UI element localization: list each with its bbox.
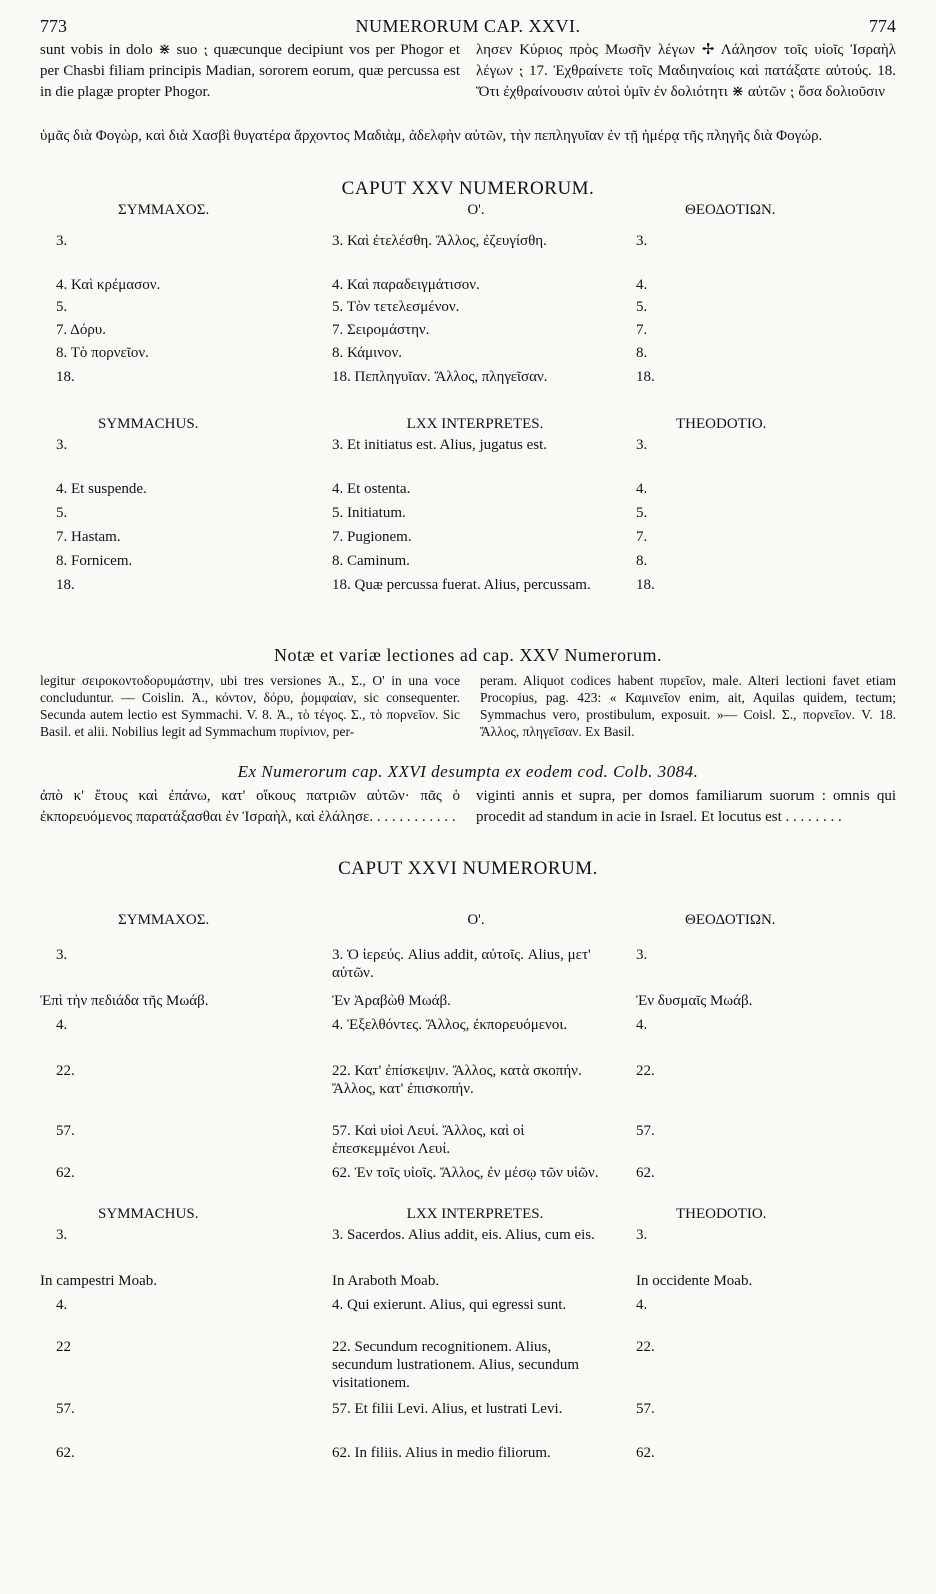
cap26-latin-headers: [40, 1206, 896, 1228]
lxx-cell: 3. Καὶ ἐτελέσθη. Ἄλλος, ἐζευγίσθη.: [332, 233, 547, 249]
lxx-cell: 57. Et filii Levi. Alius, et lustrati Levi.: [332, 1401, 563, 1417]
symmachus-cell: 3.: [56, 1227, 68, 1243]
header-lxx-latin: LXX INTERPRETES.: [406, 1206, 544, 1222]
theodotio-cell: 22.: [636, 1339, 655, 1355]
lxx-cell: 5. Initiatum.: [332, 505, 406, 521]
theodotion-cell: 18.: [636, 369, 655, 385]
running-header: [40, 16, 896, 40]
theodotion-cell: 5.: [636, 299, 648, 315]
symmachus-cell: 22.: [56, 1063, 75, 1079]
lxx-cell: 62. In filiis. Alius in medio filiorum.: [332, 1445, 551, 1461]
lxx-cell: 3. Et initiatus est. Alius, jugatus est.: [332, 437, 547, 453]
intro-latin: sunt vobis in dolo ⋇ suo ⁏ quæcunque decipiunt vos per Phogor et per Chasbi filiam principis Madian, sororem eorum, quæ percussa est in die plagæ propter Phogor.: [40, 42, 460, 100]
cap25-title: CAPUT XXV NUMERORUM.: [341, 178, 595, 199]
symmachus-cell: 4. Et suspende.: [56, 481, 147, 497]
lxx-cell: 8. Caminum.: [332, 553, 410, 569]
page-number-left: 773: [40, 16, 67, 36]
symmachus-cell: In campestri Moab.: [40, 1273, 158, 1289]
symmachus-cell: 22: [56, 1339, 71, 1355]
symmachus-cell: 5.: [56, 505, 68, 521]
running-title: NUMERORUM CAP. XXVI.: [355, 16, 581, 36]
lxx-cell: Ἐν Ἀραβὼθ Μωάβ.: [332, 993, 451, 1009]
theodotio-cell: 57.: [636, 1401, 655, 1417]
symmachus-cell: 4.: [56, 1297, 68, 1313]
theodotio-cell: In occidente Moab.: [636, 1273, 753, 1289]
theodotion-cell: 62.: [636, 1165, 655, 1181]
lxx-cell: 57. Καὶ υἱοὶ Λευί. Ἄλλος, καὶ οἱ ἐπεσκεμμένοι Λευί.: [332, 1123, 525, 1157]
notes-left: legitur σειροκοντοδορυμάστην, ubi tres versiones Ἀ., Σ., Ο' in una voce concluduntur. — Coislin. Ἀ., κόντον, δόρυ, ῥομφαίαν, sic consequenter. Secunda autem lectio est Symmachi. V. 8. Ἀ., τὸ τέγος. Σ., τὸ πορνεῖον. Sic Basil. et alii. Nobilius legit ad Symmachum πυρίνιον, per-: [40, 673, 460, 739]
lxx-cell: 7. Pugionem.: [332, 529, 412, 545]
lxx-cell: 4. Καὶ παραδειγμάτισον.: [332, 277, 480, 293]
symmachus-cell: 3.: [56, 947, 68, 963]
cap26-greek-headers: [40, 912, 896, 934]
symmachus-cell: 18.: [56, 369, 75, 385]
header-symmachus-latin: SYMMACHUS.: [98, 416, 199, 432]
cap26-title: CAPUT XXVI NUMERORUM.: [338, 858, 598, 879]
theodotio-cell: 3.: [636, 1227, 648, 1243]
theodotio-cell: 4.: [636, 1297, 648, 1313]
theodotio-cell: 18.: [636, 577, 655, 593]
intro-greek-continuation: ὑμᾶς διὰ Φογὼρ, καὶ διὰ Χασβὶ θυγατέρα ἄρχοντος Μαδιὰμ, ἀδελφὴν αὐτῶν, τὴν πεπληγυῖαν ἐν τῇ ἡμέρᾳ τῆς πληγῆς διὰ Φογώρ.: [40, 128, 823, 144]
symmachus-cell: Ἐπὶ τὴν πεδιάδα τῆς Μωάβ.: [40, 993, 209, 1009]
symmachus-cell: 8. Τὸ πορνεῖον.: [56, 345, 149, 361]
lxx-cell: 4. Ἐξελθόντες. Ἄλλος, ἐκπορευόμενοι.: [332, 1017, 568, 1033]
excerpt-columns: [40, 786, 896, 852]
cap25-greek-headers: [40, 202, 896, 224]
theodotio-cell: 62.: [636, 1445, 655, 1461]
symmachus-cell: 7. Hastam.: [56, 529, 121, 545]
header-theodotio-latin: THEODOTIO.: [676, 416, 767, 432]
lxx-cell: 8. Κάμινον.: [332, 345, 403, 361]
symmachus-cell: 3.: [56, 437, 68, 453]
header-theodotion-greek: ΘΕΟΔΟΤΙΩΝ.: [685, 912, 776, 928]
header-lxx-latin: LXX INTERPRETES.: [406, 416, 544, 432]
theodotio-cell: 3.: [636, 437, 648, 453]
header-theodotion-greek: ΘΕΟΔΟΤΙΩΝ.: [685, 202, 776, 218]
theodotion-cell: 57.: [636, 1123, 655, 1139]
symmachus-cell: 4.: [56, 1017, 68, 1033]
symmachus-cell: 4. Καὶ κρέμασον.: [56, 277, 161, 293]
lxx-cell: 4. Et ostenta.: [332, 481, 411, 497]
symmachus-cell: 5.: [56, 299, 68, 315]
notes-right: peram. Aliquot codices habent πυρεῖον, male. Alteri lectioni favet etiam Procopius, pag. 423: « Καμινεῖον enim, ait, Aquilas quidem, tectum; Symmachus vero, prostibulum, exposuit. »— Coisl. Σ., πορνεῖον. V. 18. Ἄλλος, πληγεῖσαν. Ex Basil.: [480, 673, 896, 739]
lxx-cell: In Araboth Moab.: [332, 1273, 440, 1289]
lxx-cell: 5. Τὸν τετελεσμένον.: [332, 299, 460, 315]
symmachus-cell: 7. Δόρυ.: [56, 322, 106, 338]
header-lxx-greek: Ο'.: [467, 202, 485, 218]
cap25-notes: [40, 672, 896, 756]
lxx-cell: 62. Ἐν τοῖς υἱοῖς. Ἄλλος, ἐν μέσῳ τῶν υἱῶν.: [332, 1165, 599, 1181]
excerpt-latin: viginti annis et supra, per domos familiarum suorum : omnis qui procedit ad standum in acie in Israel. Et locutus est . . . . . . . .: [476, 788, 896, 825]
intro-greek: λησεν Κύριος πρὸς Μωσῆν λέγων ✢ Λάλησον τοῖς υἱοῖς Ἰσραὴλ λέγων ⁏ 17. Ἐχθραίνετε τοῖς Μαδιηναίοις καὶ πατάξατε αὐτούς. 18. Ὅτι ἐχθραίνουσιν αὐτοὶ ὑμῖν ἐν δολιότητι ⋇ αὐτῶν ⁏ ὅσα δολιοῦσιν: [476, 42, 896, 100]
theodotion-cell: 3.: [636, 947, 648, 963]
excerpt-greek: ἀπὸ κ' ἔτους καὶ ἐπάνω, κατ' οἴκους πατριῶν αὐτῶν· πᾶς ὁ ἐκπορευόμενος παρατάξασθαι ἐν Ἰσραὴλ, καὶ ἐλάλησε. . . . . . . . . . . .: [40, 788, 460, 825]
symmachus-cell: 57.: [56, 1123, 75, 1139]
lxx-cell: 22. Κατ' ἐπίσκεψιν. Ἄλλος, κατὰ σκοπήν. Ἄλλος, κατ' ἐπισκοπήν.: [332, 1063, 582, 1097]
symmachus-cell: 62.: [56, 1445, 75, 1461]
lxx-cell: 4. Qui exierunt. Alius, qui egressi sunt.: [332, 1297, 567, 1313]
theodotion-cell: 3.: [636, 233, 648, 249]
header-lxx-greek: Ο'.: [467, 912, 485, 928]
theodotio-cell: 7.: [636, 529, 648, 545]
lxx-cell: 3. Sacerdos. Alius addit, eis. Alius, cum eis.: [332, 1227, 595, 1243]
theodotio-cell: 5.: [636, 505, 648, 521]
symmachus-cell: 62.: [56, 1165, 75, 1181]
symmachus-cell: 3.: [56, 233, 68, 249]
cap25-notes-title: Notæ et variæ lectiones ad cap. XXV Numerorum.: [273, 645, 663, 665]
theodotion-cell: 7.: [636, 322, 648, 338]
symmachus-cell: 18.: [56, 577, 75, 593]
lxx-cell: 22. Secundum recognitionem. Alius, secundum lustrationem. Alius, secundum visitationem.: [332, 1339, 580, 1391]
theodotion-cell: 8.: [636, 345, 648, 361]
theodotion-cell: 22.: [636, 1063, 655, 1079]
theodotion-cell: Ἐν δυσμαῖς Μωάβ.: [636, 993, 753, 1009]
intro-columns: [40, 40, 896, 124]
symmachus-cell: 57.: [56, 1401, 75, 1417]
header-theodotio-latin: THEODOTIO.: [676, 1206, 767, 1222]
header-symmachus-greek: ΣΥΜΜΑΧΟΣ.: [118, 202, 210, 218]
theodotio-cell: 8.: [636, 553, 648, 569]
header-symmachus-latin: SYMMACHUS.: [98, 1206, 199, 1222]
excerpt-title: Ex Numerorum cap. XXVI desumpta ex eodem cod. Colb. 3084.: [237, 762, 699, 781]
symmachus-cell: 8. Fornicem.: [56, 553, 133, 569]
page-number-right: 774: [869, 16, 896, 36]
lxx-cell: 18. Quæ percussa fuerat. Alius, percussam.: [332, 577, 591, 593]
theodotion-cell: 4.: [636, 277, 648, 293]
lxx-cell: 7. Σειρομάστην.: [332, 322, 430, 338]
lxx-cell: 3. Ὁ ἱερεύς. Alius addit, αὐτοῖς. Alius, μετ' αὐτῶν.: [332, 947, 591, 981]
lxx-cell: 18. Πεπληγυῖαν. Ἄλλος, πληγεῖσαν.: [332, 369, 548, 385]
header-symmachus-greek: ΣΥΜΜΑΧΟΣ.: [118, 912, 210, 928]
cap25-latin-headers: [40, 416, 896, 438]
theodotion-cell: 4.: [636, 1017, 648, 1033]
theodotio-cell: 4.: [636, 481, 648, 497]
